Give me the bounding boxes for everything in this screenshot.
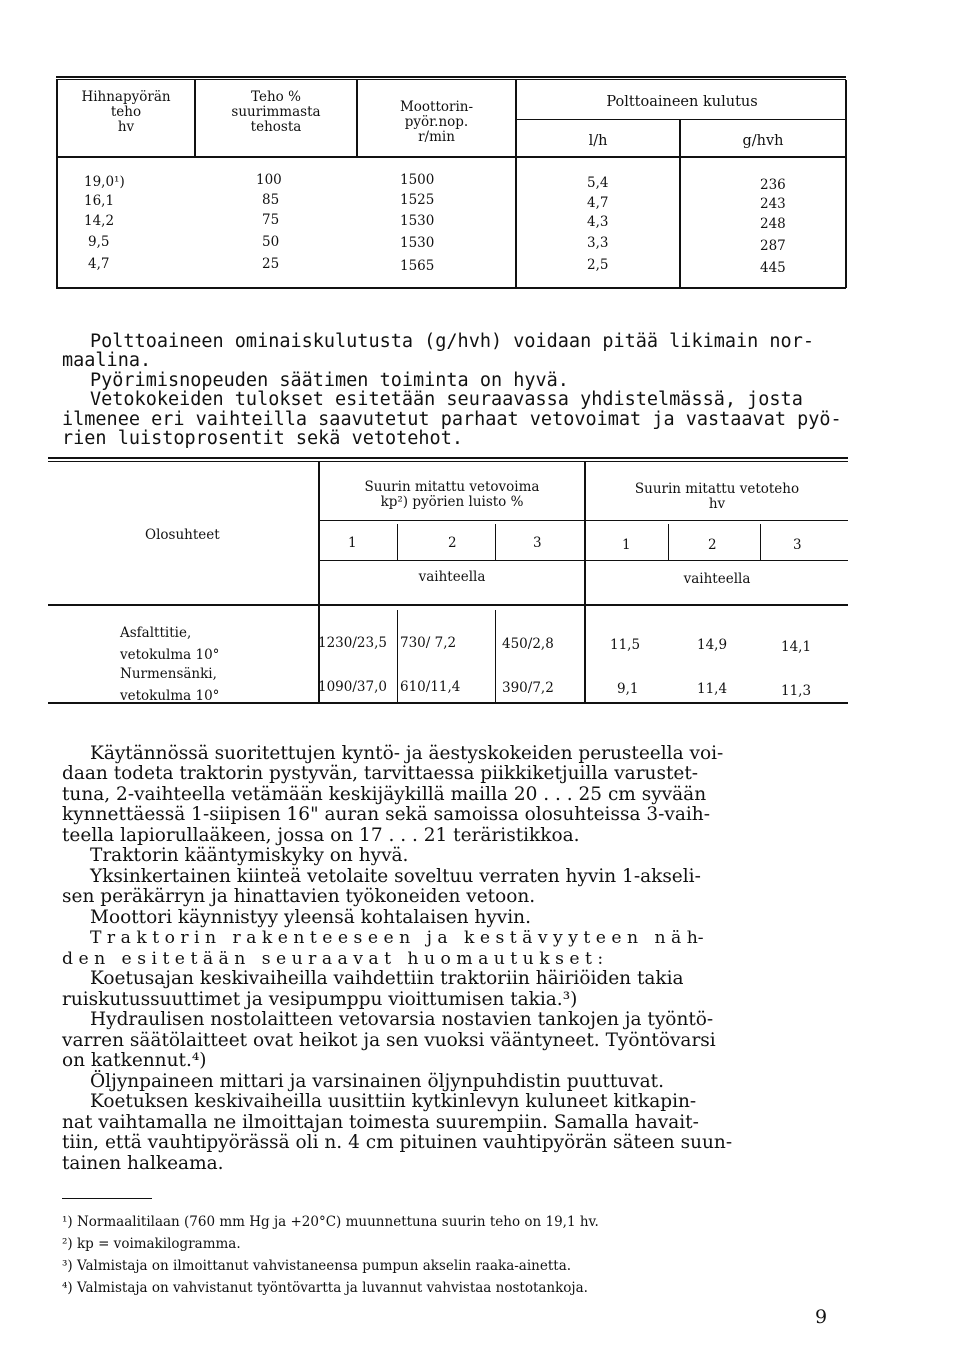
text-line: Yksinkertainen kiinteä vetolaite soveltuu verraten hyvin 1-akseli- [90,865,701,887]
text-line: daan todeta traktorin pystyvän, tarvittaessa piikkiketjuilla varustet- [62,763,699,784]
header-fuel: Polttoaineen kulutus [606,94,758,110]
page-number: 9 [815,1306,828,1328]
cell-rpm: 1530 [400,235,435,251]
cell-hp: 4,7 [88,256,110,272]
header-force: Suurin mitattu vetovoima kp²) pyörien luisto % [364,479,540,510]
header-power: Suurin mitattu vetoteho hv [634,481,800,512]
header-olosuhteet: Olosuhteet [145,527,220,543]
cell-power: 11,5 [610,637,641,653]
text-line: tiin, että vauhtipyörässä oli n. 4 cm pituinen vauhtipyörän säteen suun- [62,1132,733,1153]
header-rule [56,156,846,158]
gear-label: 2 [708,537,717,553]
text-line: Öljynpaineen mittari ja varsinainen öljynpuhdistin puuttuvat. [90,1070,664,1092]
paragraph-fuel-notes [62,312,862,468]
text-line: Käytännössä suoritettujen kyntö- ja äestyskokeiden perusteella voi- [90,742,724,764]
header-rule [48,604,848,606]
cell-power: 11,3 [781,683,812,699]
cell-hp: 9,5 [88,234,110,250]
condition-turf: Nurmensänki, vetokulma 10° [120,666,220,704]
table-top-rule [48,457,848,459]
cell-g: 236 [760,177,786,193]
text-line: varren säätölaitteet ovat heikot ja sen vuoksi vääntyneet. Työntövarsi [62,1029,716,1051]
cell-power: 14,1 [781,639,812,655]
cell-force: 730/ 7,2 [400,635,457,651]
text-line: tuna, 2-vaihteella vetämään keskijäykillä mailla 20 . . . 25 cm syvään [62,783,707,805]
paragraph-field-tests [62,723,822,1195]
table-top-rule-thin [48,461,848,462]
col-divider [397,524,398,560]
gear-label: 3 [793,537,802,553]
cell-force: 610/11,4 [400,679,461,695]
cell-force: 1230/23,5 [318,635,387,651]
subheader-rule [515,119,845,120]
cell-lh: 3,3 [587,235,609,251]
table-bottom-rule [56,287,846,289]
text-line: teella lapiorullaäkeen, jossa on 17 . . . 21 teräristikkoa. [62,824,580,846]
subheader-rule [318,520,848,521]
cell-rpm: 1525 [400,192,435,208]
col-divider [760,524,761,560]
cell-force: 390/7,2 [502,680,554,696]
cell-pct: 85 [262,192,280,208]
text-line: d e n e s i t e t ä ä n s e u r a a v a t h u o m a u t u k s e t : [62,948,604,969]
cell-lh: 2,5 [587,257,609,273]
header-hp: Hihnapyörän teho hv [81,89,171,135]
cell-lh: 4,7 [587,195,609,211]
text-line: Vetokokeiden tulokset esitetään seuraavassa yhdistelmässä, josta [90,389,803,410]
col-divider [515,80,517,287]
text-line: Moottori käynnistyy yleensä kohtalaisen hyvin. [90,906,531,928]
vaihteella-label: vaihteella [418,569,486,585]
gear-label: 3 [533,535,542,551]
text-line: maalina. [62,350,152,371]
cell-hp: 19,0¹) [84,174,125,190]
text-line: nat vaihtamalla ne ilmoittajan toimesta suurempiin. Samalla havait- [62,1111,699,1133]
text-line: Hydraulisen nostolaitteen vetovarsia nostavien tankojen ja työntö- [90,1009,714,1030]
cell-hp: 16,1 [84,193,115,209]
col-divider [495,610,496,702]
text-line: Polttoaineen ominaiskulutusta (g/hvh) voidaan pitää likimain nor- [90,330,814,352]
cell-pct: 25 [262,256,280,272]
text-line: Koetusajan keskivaiheilla vaihdettiin traktoriin häiriöiden takia [90,968,684,989]
col-divider [495,524,496,560]
cell-hp: 14,2 [84,213,115,229]
subheader-rule [318,560,848,561]
table-border-right [845,80,847,288]
cell-pct: 75 [262,212,280,228]
text-line: rien luistoprosentit sekä vetotehot. [62,428,463,449]
gear-label: 1 [622,537,631,553]
text-line: Pyörimisnopeuden säätimen toiminta on hyvä. [90,369,569,391]
text-line: tainen halkeama. [62,1152,224,1174]
cell-g: 445 [760,260,786,276]
text-line: on katkennut.⁴) [62,1050,207,1071]
col-divider [668,524,669,560]
cell-power: 14,9 [697,637,728,653]
text-line: T r a k t o r i n r a k e n t e e s e e n j a k e s t ä v y y t e e n n ä h- [90,928,704,948]
cell-g: 243 [760,196,786,212]
text-line: kynnettäessä 1-siipisen 16" auran sekä samoissa olosuhteissa 3-vaih- [62,804,710,825]
gear-label: 2 [448,535,457,551]
header-ghvh: g/hvh [742,133,784,149]
text-line: sen peräkärryn ja hinattavien työkoneiden vetoon. [62,886,536,907]
cell-force: 1090/37,0 [318,679,387,695]
footnote-4: ⁴) Valmistaja on vahvistanut työntövartta ja luvannut vahvistaa nostotankoja. [62,1280,588,1296]
text-line: ilmenee eri vaihteilla saavutetut parhaat vetovoimat ja vastaavat pyö- [62,408,842,430]
cell-rpm: 1565 [400,258,435,274]
cell-pct: 100 [256,172,282,188]
cell-rpm: 1530 [400,213,435,229]
cell-pct: 50 [262,234,280,250]
text-line: ruiskutussuuttimet ja vesipumppu vioittumisen takia.³) [62,988,578,1010]
header-lh: l/h [588,133,608,149]
vaihteella-label: vaihteella [683,571,751,587]
col-divider [397,610,398,702]
cell-lh: 5,4 [587,175,609,191]
condition-asphalt: Asfalttitie, vetokulma 10° [120,625,220,663]
header-pct: Teho % suurimmasta tehosta [231,89,321,135]
cell-force: 450/2,8 [502,636,554,652]
cell-rpm: 1500 [400,172,435,188]
footnote-rule [62,1198,152,1199]
footnote-1: ¹) Normaalitilaan (760 mm Hg ja +20°C) muunnettuna suurin teho on 19,1 hv. [62,1214,599,1230]
cell-g: 287 [760,238,786,254]
footnote-3: ³) Valmistaja on ilmoittanut vahvistaneensa pumpun akselin raaka-ainetta. [62,1258,572,1274]
table-top-rule [56,76,846,78]
gear-label: 1 [348,535,357,551]
text-line: Koetuksen keskivaiheilla uusittiin kytkinlevyn kuluneet kitkapin- [90,1091,697,1112]
table-top-rule-thin [56,79,846,80]
cell-power: 11,4 [697,681,728,697]
cell-lh: 4,3 [587,214,609,230]
cell-power: 9,1 [617,681,639,697]
text-line: Traktorin kääntymiskyky on hyvä. [90,845,409,866]
header-rpm: Moottorin- pyör.nop. r/min [399,99,474,145]
footnote-2: ²) kp = voimakilogramma. [62,1236,241,1252]
cell-g: 248 [760,216,786,232]
